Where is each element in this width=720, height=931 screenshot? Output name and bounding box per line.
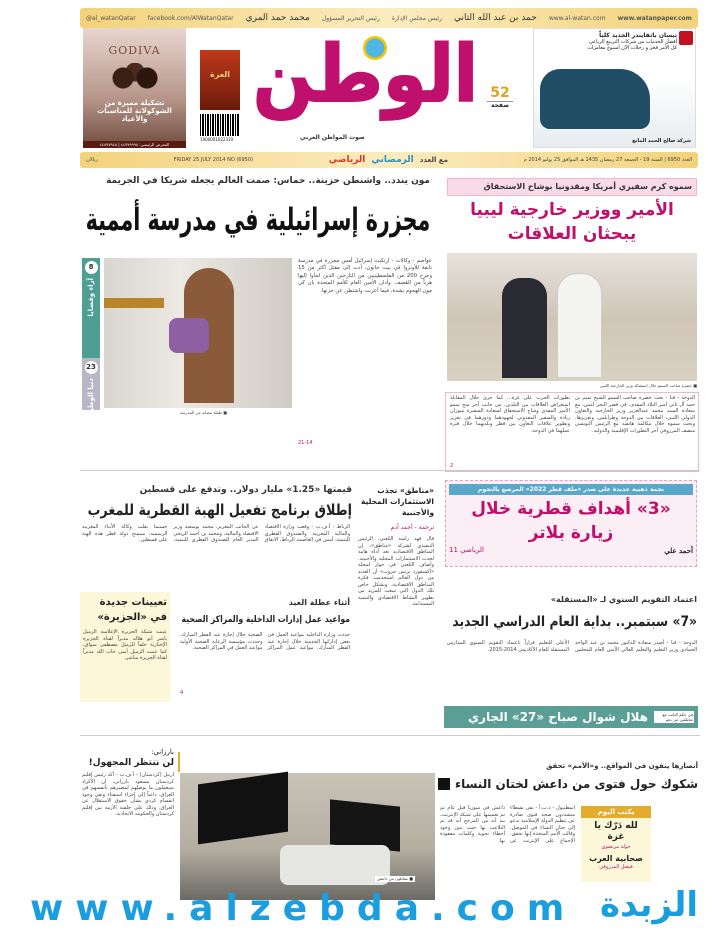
godiva-ad[interactable] [83,28,186,148]
car-image [540,69,650,129]
lead-kicker: مون يندد.. واشنطن حزينة.. حماس: صمت العالم يجعله شريكا في الجريمة [106,176,430,186]
divider [80,470,700,471]
nissan-logo-icon [679,31,693,45]
emir-body-1: الدوحة - قنا - بحث حضرة صاحب السمو الشيخ تميم بن حمد آل ثاني أمير البلاد المفدى، في قصر البحر أمس، مع سعادة السيد محمد عبدالعزيز وزير الخارجية والتعاون الدولي الليبي، العلاقات بين الدوحة وطرابلس، وتعزيزها. وبحث سموه خلال مكالمة هاتفية مع الرئيس التونسي منصف المرزوقي آخر التطورات الإقليمية والدولية. [575,395,695,434]
sidebar-item-opinions[interactable] [82,258,100,358]
chairman-title: رئيس مجلس الإدارة [391,14,442,22]
godiva-text: تشكيلة مميزة من الشوكولاتة للمناسبات والأعياد [97,99,172,123]
sidebar-item-dunya[interactable] [82,358,100,415]
watermark-logo: الزبدة [600,885,699,925]
nissan-sub: أفضل الخدمات من شركات التربيع الرباعي [588,39,677,45]
page-number: 23 [85,361,98,374]
page-number: 8 [85,261,98,274]
godiva-brand: GODIVA [108,44,161,57]
barzani-body: اربيل (كردستان) - أ.ف.ب - أكد رئيس إقليم كردستان مسعود بارزاني، أن الأكراد سيعملون ما يوصلهم لمصيرهم بأنفسهم في العراق، داعياً إلى إجراء استفتاء وتقي وجود انقسام كردي بشأن حقوق الاستقلال عن العراق، وذلك على خلفية الأزمة بين إقليم كردستان والحكومة الاتحادية. [82,772,174,817]
barcode [200,114,240,136]
nissan-ad[interactable] [533,28,696,148]
qatar-goals-headline[interactable]: «3» أهداف قطرية خلال زيارة بلاتر [471,499,671,543]
zones-body: قال فهد راشد الكعبي، الرئيس التنفيذي لشركة «مناطق»، إن المناطق الاقتصادية تعد أداة هامة لجذب الاستثمارات المحلية والأجنبية. وأضاف الكعبي في حوار لمجلة «أكسفورد بزنس جروب» أن العديد من دول العالم استخدمت فكرة المناطق الاقتصادية، وبشكل خاص تلك الدول التي سعت للمزيد من تطوير النشاط الاقتصادي والتنمية المستدامة. [358,536,434,607]
school-body: الدوحة - قنا - أصدر سعادة الدكتور محمد بن عبد الواحد الحمادي وزير التعليم والتعليم العالي الأمين العام للمجلس الأعلى للتعليم قراراً باعتماد التقويم السنوي للمدارس المستقلة للعام الأكاديمي 2014-2015. [447,640,697,653]
eid-jump[interactable]: 4 [180,690,184,696]
barcode-number: 1900001022319 [200,137,234,142]
jazeera-headline[interactable]: تعيينات جديدة في «الجزيرة» [97,597,167,623]
slogan: صوت المواطن العربي [300,134,365,141]
editor-signature: محمد حمد المري [245,13,310,23]
morocco-body: الرباط - أ.ف.ب - وقعت وزارة الاقتصاد والمالية المغربية والصندوق القطري للتنمية، أمس في العاصمة الرباط، الاتفاق عن الجانب المغربي محمد بوسعيد وزير الاقتصاد والمالية، ومحمد بن أحمد الريخي المدير العام للصندوق القطري للتنمية. حسبما نقلت وكالة الأنباء المغربية الرسمية، ستمنح دولة قطر هذه الهبة على قسطين. [82,524,350,543]
column-2-title[interactable]: صحابية العرب [589,854,643,863]
sidebar-label: دنيا الوطن [87,378,95,415]
godiva-footer: المعرض الرئيسي: ٤٤٧٧٩٩٩٨ | ٤٤٨٧٧٩٤٥ [83,141,186,148]
page-count-label: صفحة [490,102,510,109]
lead-body: عواصم - وكالات - ارتكبت إسرائيل أمس مجزرة في مدرسة تابعة للأونروا في بيت حانون، أدت إلى مقتل أكثر من 15 وجرح 200 من الفلسطينيين من النازحين الذين لجأوا إليها هرباً من القصف. وأدان الأمين العام للأمم المتحدة بان كي مون الهجوم بشدة، فيما أعربت واشنطن عن حزنها. [298,258,433,294]
school-headline[interactable]: «7» سبتمبر.. بداية العام الدراسي الجديد [452,614,697,630]
emir-jump[interactable]: 2 [450,463,454,469]
barzani-headline[interactable]: لن ننتظر المجهول! [88,758,174,768]
qatar-goals-banner: نجمة ذهبية جديدة على صدر «ملف قطر 2022» المرصع بالنجوم [449,484,693,495]
school-kicker: اعتماد التقويم السنوي لـ «المستقلة» [550,595,697,604]
newspaper-logo: الوطن [252,30,478,120]
eid-kicker: أثناء عطلة العيد [288,598,350,607]
zones-headline[interactable]: «مناطق» تجذب الاستثمارات المحلية والأجنبية [360,486,434,517]
chairman-signature: حمد بن عبد الله الثاني [453,13,537,23]
eid-headline[interactable]: مواعيد عمل إدارات الداخلية والمراكز الصحية [181,615,350,625]
watermark-url: www.alzebda.com [30,888,577,929]
issue-date-ar: العدد 6950 | السنة 19 - الجمعة 27 رمضان 1435 هـ الموافق 25 يوليو 2014 م [523,157,692,163]
top-bar [80,8,698,28]
barzani-story [82,748,174,818]
lead-photo [104,258,292,408]
isis-caption: ■ مقاتلون من داعش [377,876,413,881]
morocco-headline[interactable]: إطلاق برنامج تفعيل الهبة القطرية للمغرب [87,501,352,519]
columnists-header: يكتب اليوم [581,806,651,818]
jazeera-body: عينت شبكة الجزيرة الإعلامية الزميل ياسر أبو هلالة مديراً لقناة الجزيرة الإخبارية خلفاً للزميل مصطفى سواق، كما عينت الزميل أيمن جاب الله مديراً لقناة الجزيرة مباشر. [83,629,167,661]
sidebar-label: آراء وقضايا [87,278,95,317]
isis-flag-icon [438,778,450,790]
supplements [329,155,448,165]
zones-byline: ترجمة - أحمد آدم [390,524,434,531]
facebook-link[interactable]: facebook.com/AlWatanQatar [147,14,234,22]
chocolate-image [105,63,165,93]
column-1-author: خولة مرتضوي [601,844,631,850]
issue-date-en: FRIDAY 25 JULY 2014 NO (6950) [173,157,253,163]
isis-body: اسطنبول - د.ب.أ - نفى نشطاء متشددون صحة فتوى صادرة عن تنظيم الدولة الإسلامية تدعو إلى ختان النساء في الموصل. وقالت الأمم المتحدة إنها تحقق. الإجماع على الإنترنت عن داعش في سوريا قبل عام ثم تم تعميمها على شبكة الإنترنت، بيد أنه من المرجح أنه قد تم التلاعب بها حيث تبين وجود أخطاء نحوية وكلمات مفقودة بها. [440,805,575,844]
with-issue-label: مع العدد [419,156,448,164]
issue-info-bar [80,152,698,168]
supplement-sports[interactable]: الرياضي [328,155,366,165]
twitter-handle[interactable]: @al_watanQatar [86,14,136,22]
lead-caption: ■ طفلة مصابة من المدرسة [180,410,227,415]
emir-headline[interactable]: الأمير ووزير خارجية ليبيا يبحثان العلاقات [470,200,674,244]
isis-headline[interactable]: شكوك حول فتوى من داعش لختان النساء [454,777,698,791]
lead-jump[interactable]: 21-14 [298,440,313,446]
accent-bar [178,752,180,772]
divider [80,735,700,736]
nissan-line: كل الأمر فخر و رحلات الآن أسبوع مغامرات [587,45,677,51]
site-link-2[interactable]: www.watanpaper.com [617,14,692,22]
morocco-kicker: قيمتها «1.25» مليار دولار.. وتدفع على قسطين [139,485,352,495]
emir-photo [447,253,697,381]
site-link-1[interactable]: www.al-watan.com [548,14,606,22]
isis-kicker: أنصارها ينفون في المواقع.. و«الأمم» تحقق [546,762,698,770]
column-1-title[interactable]: لله دَرّك يا غزة [594,821,638,842]
qatar-goals-jump[interactable]: الرياضي 11 [449,546,484,554]
book-cover: العزة [200,50,240,110]
lead-headline[interactable]: مجزرة إسرائيلية في مدرسة أممية [85,202,431,238]
columnists-box [581,806,651,882]
emir-kicker: سموه كرم سفيري أمريكا ومقدونيا بوشاح الاستحقاق [447,178,697,196]
qatar-goals-box [445,480,697,567]
page-count-number: 52 [487,85,513,102]
jazeera-box [80,592,170,702]
barzani-kicker: بارزاني: [151,748,174,756]
editor-title: رئيس التحرير المسؤول [321,14,380,22]
column-2-author: فيصل المرزوقي [599,864,633,870]
eid-body: حددت وزارة الداخلية مواعيد العمل في بعض إداراتها الخدمية خلال إجازة عيد الفطر المبارك. مواعيد عمل المراكز الصحية خلال إجازة عيد الفطر المبارك، وحددت مؤسسة الرعاية الصحية الأولية مواعيد العمل في المراكز الصحية. [180,632,350,651]
page-count [487,85,513,109]
nissan-title: نيسان باثفايندر الجديد كلياً [599,32,677,39]
emir-body-2: تطورات الحرب على غزة... كما جرى خلال المقابلة استعراض العلاقات بين البلدين. من جانب آخر منح سمو الأمير المفدى وشاح الاستحقاق لسعادة السفيرة سوزان زيادة والسفير المقدوني لجهودهما ودورهما في تعزيز وتطوير علاقات التعاون بين قطر وبلديهما خلال فترة عملهما في الدوحة. [450,395,570,434]
nissan-company: شركة صالح الحمد المانع [632,138,691,144]
hilal-bar[interactable] [444,706,698,728]
hilal-headline: هلال شوال صباح «27» الجاري [468,710,648,724]
qatar-goals-author: أحمد علي [664,546,693,555]
inside-pages-sidebar [82,258,100,415]
hilal-tag: في حكم الثابت مع مختلفين من بحو [654,711,694,723]
emir-caption: ■ حضرة صاحب السمو خلال استقباله وزير الخارجية الليبي [599,383,697,388]
price: ريالان [86,157,98,163]
supplement-ramadan[interactable]: الرمضاني [371,155,414,165]
